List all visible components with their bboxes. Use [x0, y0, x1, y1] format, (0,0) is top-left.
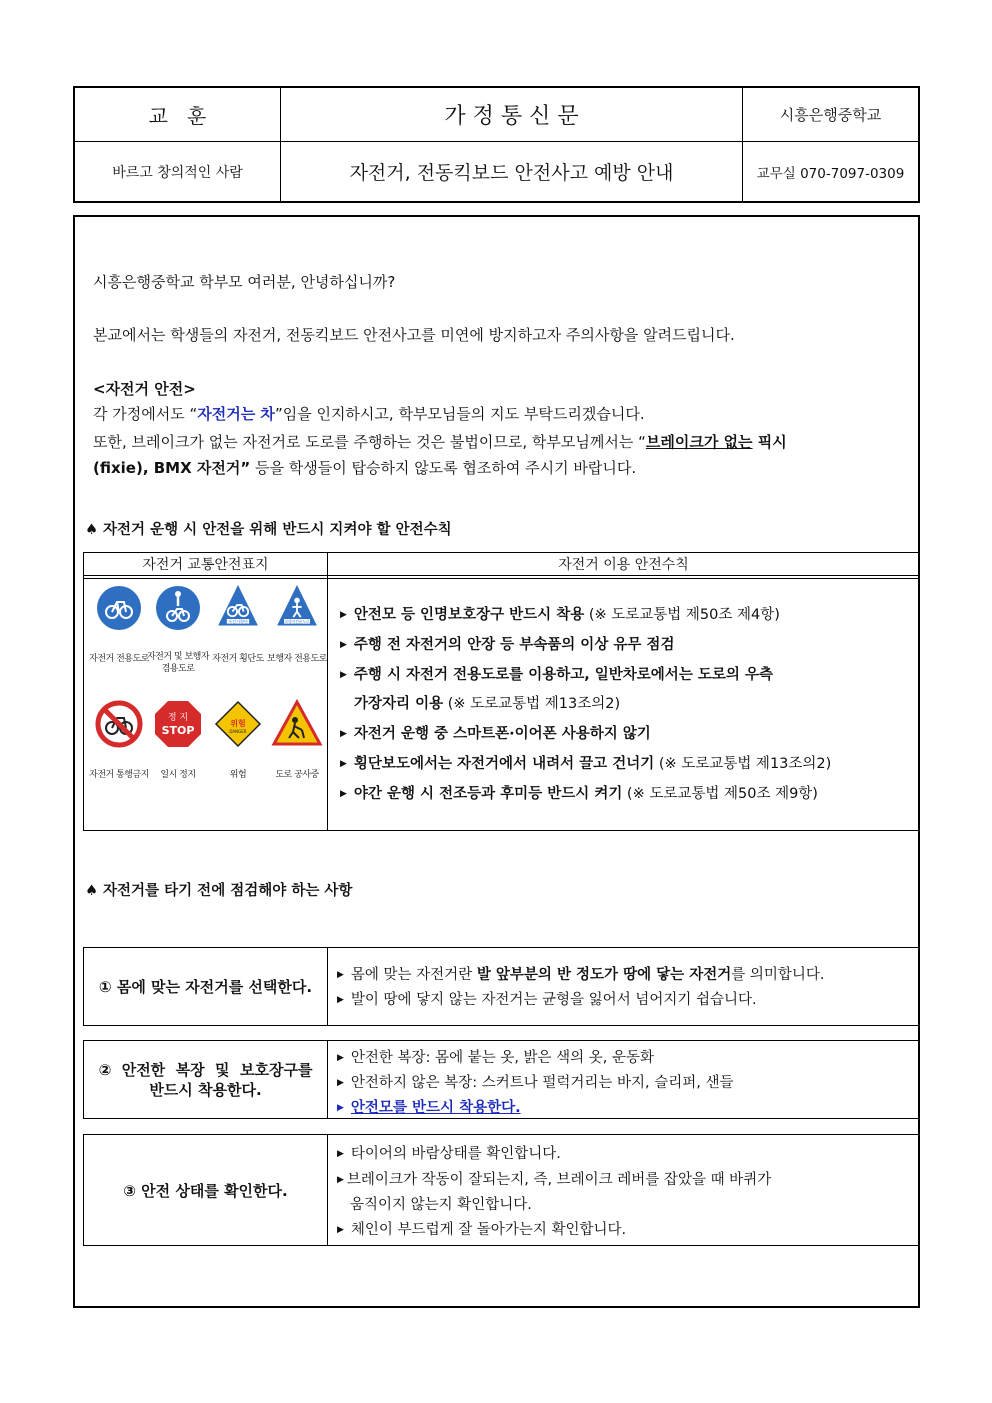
bullet-triangle-icon: ▶ — [337, 1149, 344, 1159]
check-line — [337, 1096, 521, 1117]
table-header-line-2 — [84, 578, 919, 579]
bullet-triangle-icon: ▶ — [340, 610, 347, 620]
check-line-text: 안전하지 않은 복장: 스커트나 펄럭거리는 바지, 슬리퍼, 샌들 — [350, 1075, 734, 1091]
check-line — [337, 1218, 626, 1239]
check-item-2 — [83, 1040, 920, 1119]
check-item-1-label: ① 몸에 맞는 자전거를 선택한다. — [98, 978, 313, 996]
col-signs-header: 자전거 교통안전표지 — [142, 557, 269, 573]
road-work-sign-icon — [271, 698, 323, 750]
rule-item — [340, 603, 780, 624]
check-line — [337, 963, 824, 984]
stop-sign-korean: 정 지 — [167, 713, 189, 723]
bullet-triangle-icon: ▶ — [337, 995, 344, 1005]
sign-label-road-work: 도로 공사중 — [275, 770, 319, 780]
check-item-divider — [327, 1135, 328, 1245]
main-content — [73, 215, 920, 1308]
check-line-bold: 발 앞부분의 반 정도가 땅에 닿는 자전거 — [476, 967, 732, 983]
stop-sign-icon — [152, 698, 204, 750]
table-header-line — [84, 575, 919, 576]
contact-phone: 교무실 070-7097-0309 — [756, 165, 905, 182]
check-line-text: 발이 땅에 닿지 않는 자전거는 균형을 잃어서 넘어지기 쉽습니다. — [350, 992, 757, 1008]
col-rules-header: 자전거 이용 안전수칙 — [558, 557, 689, 573]
rule-note: (※ 도로교통법 제50조 제9항) — [622, 786, 818, 802]
bullet-triangle-icon: ▶ — [337, 970, 344, 980]
rule-item — [340, 633, 674, 654]
bullet-triangle-icon: ▶ — [340, 759, 347, 769]
bullet-triangle-icon: ▶ — [337, 1078, 344, 1088]
bicycle-pedestrian-road-sign-icon — [152, 582, 204, 634]
p2-text-b: 픽시 — [752, 433, 787, 451]
notice-subject: 자전거, 전동킥보드 안전사고 예방 안내 — [349, 162, 674, 184]
p3-bold: (fixie), BMX 자전거” — [93, 459, 251, 477]
page-title: 가 정 통 신 문 — [444, 104, 579, 129]
rule-text: 야간 운행 시 전조등과 후미등 반드시 켜기 — [353, 786, 623, 802]
check-line-text: 몸에 맞는 자전거란 — [350, 967, 477, 983]
sign-label-bicycle-crossing: 자전거 횡단도 — [212, 654, 264, 664]
table-col-divider — [327, 553, 328, 830]
check-line — [337, 988, 757, 1009]
p3-text: 등을 학생들이 탑승하지 않도록 협조하여 주시기 바랍니다. — [250, 459, 637, 477]
bullet-triangle-icon: ▶ — [340, 729, 347, 739]
check-item-divider — [327, 1041, 328, 1118]
helmet-requirement: 안전모를 반드시 착용한다. — [350, 1100, 521, 1116]
section-heading: <자전거 안전> — [93, 380, 196, 398]
p2-text-a: 또한, 브레이크가 없는 자전거로 도로를 주행하는 것은 불법이므로, 학부모님께서는 “ — [93, 433, 646, 451]
p1-text-b: ”임을 인지하시고, 학부모님들의 지도 부탁드리겠습니다. — [274, 405, 645, 423]
school-name: 시흥은행중학교 — [779, 106, 882, 124]
rule-item — [340, 722, 651, 743]
rule-note: (※ 도로교통법 제50조 제4항) — [584, 607, 780, 623]
sign-label-danger: 위험 — [229, 770, 247, 780]
sign-label-no-bicycle: 자전거 통행금지 — [89, 770, 149, 780]
check-line-text-end: 를 의미합니다. — [731, 967, 825, 983]
no-bicycle-sign-icon — [93, 698, 145, 750]
rule-text: 자전거 운행 중 스마트폰·이어폰 사용하지 않기 — [353, 726, 651, 742]
school-motto: 바르고 창의적인 사람 — [112, 164, 243, 181]
check-item-3 — [83, 1134, 920, 1246]
rule-text: 주행 전 자전거의 안장 등 부속품의 이상 유무 점검 — [353, 637, 675, 653]
bullet-triangle-icon: ▶ — [337, 1225, 344, 1235]
bullet-triangle-icon: ▶ — [340, 640, 347, 650]
sign-label-pedestrian-only: 보행자 전용도로 — [267, 654, 327, 664]
danger-sign-subtext: DANGER — [229, 729, 247, 734]
section2-title: ♠ 자전거를 타기 전에 점검해야 하는 사항 — [85, 883, 353, 899]
check-line-text: 체인이 부드럽게 잘 돌아가는지 확인합니다. — [350, 1222, 627, 1238]
rule-item — [340, 782, 818, 803]
bicycle-only-road-sign-icon — [93, 582, 145, 634]
sign-pedestrian-text: 보행자전용도로 — [284, 620, 310, 625]
check-item-divider — [327, 948, 328, 1025]
check-line-text: 안전한 복장: 몸에 붙는 옷, 밝은 색의 옷, 운동화 — [350, 1050, 655, 1066]
paragraph-2 — [93, 431, 787, 452]
stop-sign-text: STOP — [161, 724, 195, 737]
rule-text: 횡단보도에서는 자전거에서 내려서 끌고 건너기 — [353, 756, 655, 772]
sign-label-stop: 일시 정지 — [160, 770, 196, 780]
danger-sign-icon — [212, 698, 264, 750]
check-line-text: 브레이크가 작동이 잘되는지, 즉, 브레이크 레버를 잡았을 때 바퀴가 — [346, 1172, 772, 1188]
header-table — [73, 86, 920, 203]
check-item-3-label: ③ 안전 상태를 확인한다. — [123, 1181, 288, 1200]
rule-item-continuation — [354, 692, 620, 713]
check-item-1 — [83, 947, 920, 1026]
rule-item — [340, 663, 773, 684]
bullet-triangle-icon: ▶ — [337, 1103, 344, 1113]
rule-item — [340, 752, 831, 773]
motto-label: 교 훈 — [148, 104, 207, 128]
p1-highlight: 자전거는 차 — [197, 405, 275, 423]
intro-paragraph: 본교에서는 학생들의 자전거, 전동킥보드 안전사고를 미연에 방지하고자 주의사항을 알려드립니다. — [93, 326, 735, 344]
p2-underline: 브레이크가 없는 — [645, 433, 753, 451]
check-item-2-label-line2: 반드시 착용한다. — [149, 1081, 262, 1099]
rule-note: (※ 도로교통법 제13조의2) — [443, 696, 621, 712]
check-line-text: 타이어의 바람상태를 확인합니다. — [350, 1146, 561, 1162]
greeting: 시흥은행중학교 학부모 여러분, 안녕하십니까? — [93, 273, 396, 291]
bullet-triangle-icon: ▶ — [337, 1053, 344, 1063]
check-line — [337, 1168, 771, 1189]
rule-text: 안전모 등 인명보호장구 반드시 착용 — [353, 607, 585, 623]
bullet-triangle-icon: ▶ — [340, 670, 347, 680]
sign-crossing-text: 자전거횡단 — [227, 619, 249, 625]
bullet-triangle-icon: ▶ — [340, 789, 347, 799]
rule-note: (※ 도로교통법 제13조의2) — [654, 756, 832, 772]
paragraph-1 — [93, 403, 645, 424]
p1-text-a: 각 가정에서도 “ — [93, 405, 198, 423]
bicycle-crossing-sign-icon — [212, 580, 264, 632]
danger-sign-text: 위험 — [230, 719, 246, 728]
check-item-2-label-line1: ② 안전한 복장 및 보호장구를 — [98, 1061, 313, 1079]
check-line — [337, 1046, 654, 1067]
check-line — [337, 1071, 733, 1092]
safety-rules-table — [83, 552, 920, 831]
bullet-triangle-icon: ▶ — [337, 1175, 344, 1185]
sign-label-bicycle-only: 자전거 전용도로 — [89, 654, 149, 664]
check-line-text: 움직이지 않는지 확인합니다. — [350, 1197, 532, 1213]
check-line-continuation — [350, 1193, 532, 1214]
rule-text: 가장자리 이용 — [354, 696, 444, 712]
sign-label-bicycle-pedestrian: 자전거 및 보행자 겸용도로 — [146, 652, 210, 674]
rule-text: 주행 시 자전거 전용도로를 이용하고, 일반차로에서는 도로의 우측 — [353, 667, 773, 683]
check-line — [337, 1142, 561, 1163]
pedestrian-road-sign-icon — [271, 580, 323, 632]
section1-title: ♠ 자전거 운행 시 안전을 위해 반드시 지켜야 할 안전수칙 — [85, 522, 452, 538]
paragraph-3 — [93, 457, 636, 478]
